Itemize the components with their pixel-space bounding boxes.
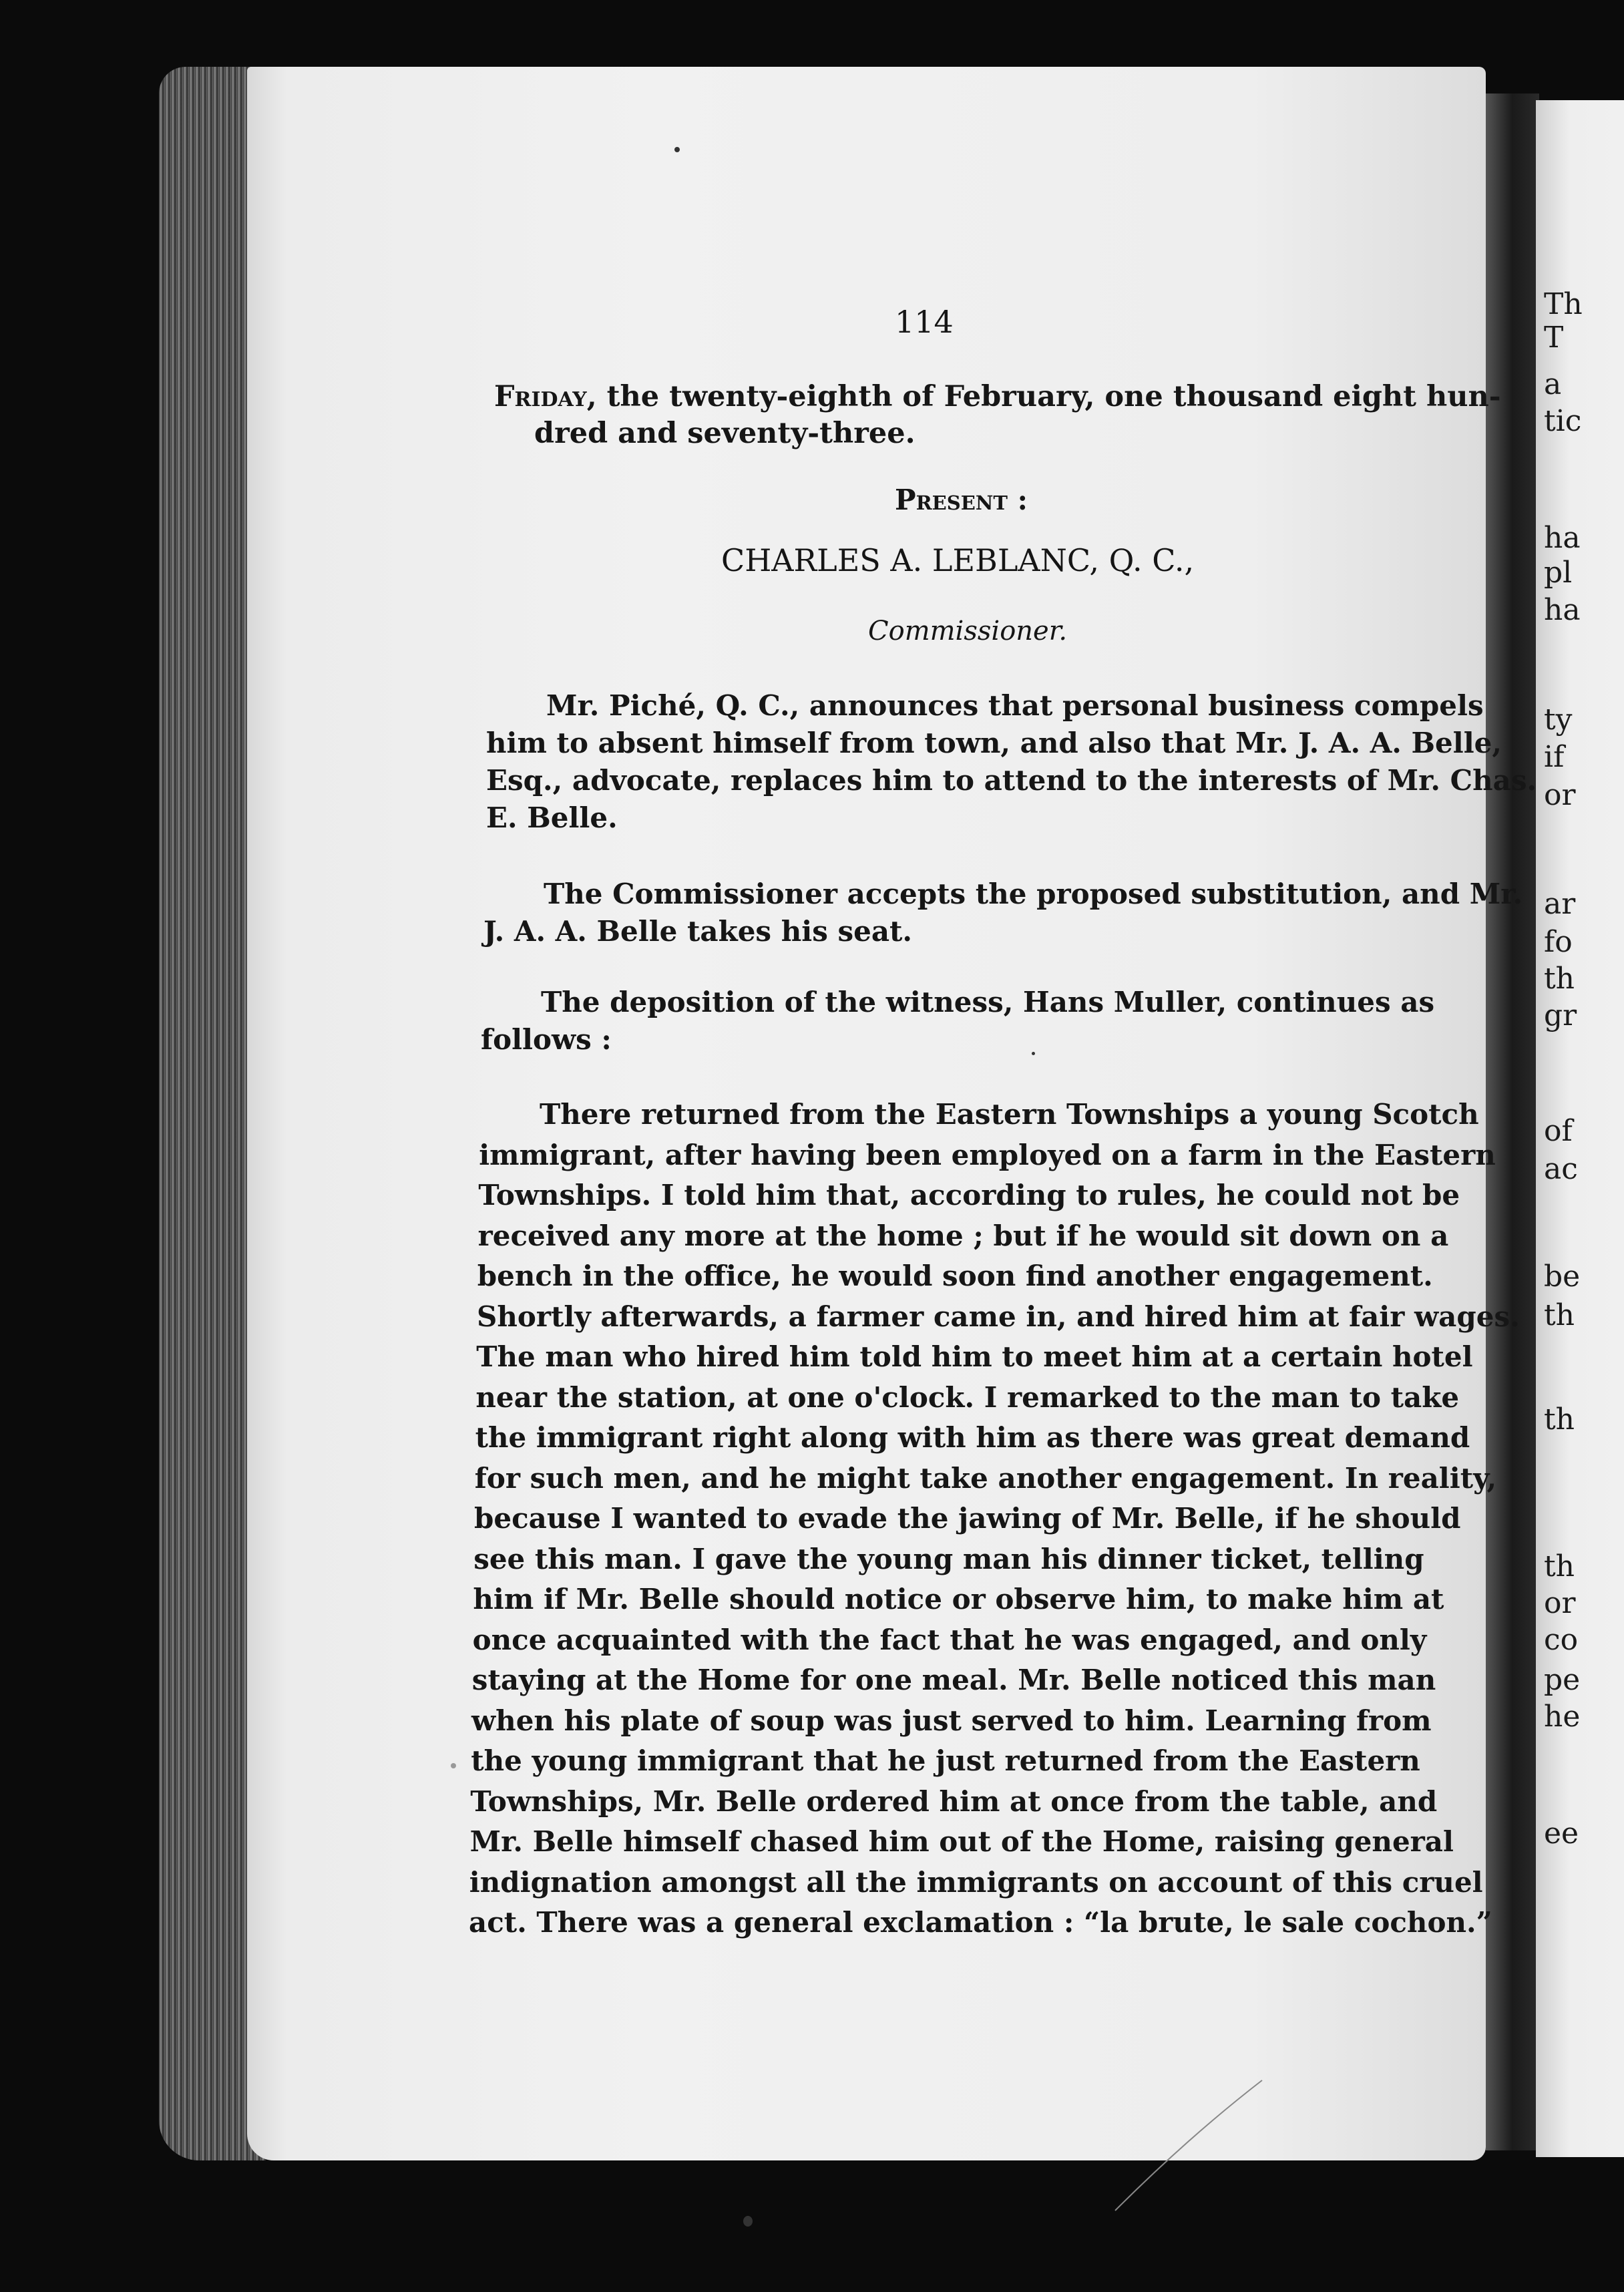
- facing-page-fragment: T: [1544, 321, 1564, 355]
- commissioner-name: CHARLES A. LEBLANC, Q. C.,: [721, 542, 1195, 578]
- opening-day: Friday: [494, 380, 587, 413]
- p2-line: The Commissioner accepts the proposed substitution, and Mr.: [544, 878, 1523, 910]
- facing-page-fragment: or: [1544, 778, 1576, 812]
- facing-page-fragment: gr: [1544, 998, 1577, 1032]
- facing-page-fragment: ee: [1544, 1817, 1579, 1851]
- p4-line: Townships, Mr. Belle ordered him at once from the table, and: [470, 1784, 1438, 1818]
- facing-page-fragment: th: [1544, 962, 1575, 996]
- scratch-mark: [1108, 2077, 1269, 2217]
- facing-page-fragment: pe: [1544, 1663, 1581, 1697]
- p1-line: Mr. Piché, Q. C., announces that personal business compels: [546, 689, 1484, 722]
- opening-line-1: [494, 380, 1501, 413]
- p4-line: Mr. Belle himself chased him out of the Home, raising general: [469, 1825, 1454, 1858]
- page-number: 114: [895, 304, 954, 340]
- p1-line: E. Belle.: [486, 801, 618, 834]
- p4-line: act. There was a general exclamation : “la brute, le sale cochon.”: [469, 1906, 1492, 1939]
- p4-line: indignation amongst all the immigrants on account of this cruel: [469, 1865, 1483, 1899]
- dust-speck: [743, 2216, 753, 2227]
- p4-line: near the station, at one o'clock. I remarked to the man to take: [475, 1380, 1460, 1414]
- p4-line: the immigrant right along with him as there was great demand: [475, 1421, 1470, 1454]
- facing-page-fragment: he: [1544, 1700, 1581, 1734]
- commissioner-title: Commissioner.: [868, 616, 1068, 646]
- p4-line: staying at the Home for one meal. Mr. Belle noticed this man: [471, 1664, 1436, 1696]
- p4-line: once acquainted with the fact that he was engaged, and only: [472, 1623, 1427, 1656]
- facing-page-fragment: th: [1544, 1402, 1575, 1437]
- p4-line: for such men, and he might take another engagement. In reality,: [474, 1461, 1497, 1495]
- facing-page-fragment: ha: [1544, 593, 1581, 627]
- facing-page-fragment: co: [1544, 1623, 1579, 1657]
- facing-page-fragment: ty: [1544, 703, 1573, 737]
- facing-page-fragment: tic: [1544, 404, 1582, 438]
- p3-line: follows :: [481, 1023, 612, 1056]
- facing-page: [1536, 100, 1624, 2157]
- present-heading: Present :: [895, 484, 1028, 516]
- dust-speck: [451, 1763, 456, 1768]
- p4-line: Townships. I told him that, according to rules, he could not be: [478, 1179, 1460, 1211]
- p4-line: because I wanted to evade the jawing of Mr. Belle, if he should: [474, 1502, 1461, 1535]
- facing-page-fragment: Th: [1544, 287, 1583, 321]
- p4-line: Shortly afterwards, a farmer came in, and hired him at fair wages.: [477, 1300, 1520, 1333]
- opening-line-1-text: , the twenty-eighth of February, one thousand eight hun-: [586, 380, 1501, 413]
- p4-line: when his plate of soup was just served to him. Learning from: [471, 1704, 1432, 1737]
- facing-page-fragment: ac: [1544, 1152, 1578, 1186]
- facing-page-fragment: th: [1544, 1549, 1575, 1583]
- facing-page-fragment: if: [1544, 740, 1565, 774]
- dust-speck: [1032, 1052, 1035, 1055]
- p4-line: received any more at the home ; but if he would sit down on a: [477, 1219, 1449, 1252]
- p1-line: him to absent himself from town, and also that Mr. J. A. A. Belle,: [486, 727, 1502, 759]
- facing-page-fragment: a: [1544, 367, 1562, 401]
- facing-page-fragment: ar: [1544, 887, 1576, 921]
- p4-line: him if Mr. Belle should notice or observe him, to make him at: [473, 1583, 1444, 1615]
- facing-page-fragment: or: [1544, 1586, 1576, 1620]
- p4-line: the young immigrant that he just returned from the Eastern: [471, 1744, 1420, 1777]
- dust-speck: [674, 147, 680, 152]
- facing-page-fragment: pl: [1544, 556, 1573, 590]
- facing-page-fragment: th: [1544, 1298, 1575, 1332]
- facing-page-fragment: of: [1544, 1114, 1573, 1148]
- p4-line: immigrant, after having been employed on a farm in the Eastern: [479, 1138, 1496, 1171]
- p3-line: The deposition of the witness, Hans Muller, continues as: [541, 986, 1435, 1018]
- opening-line-2: dred and seventy-three.: [534, 417, 916, 450]
- p4-line: There returned from the Eastern Townships a young Scotch: [540, 1098, 1479, 1131]
- facing-page-fragment: fo: [1544, 925, 1573, 959]
- p2-line: J. A. A. Belle takes his seat.: [483, 915, 913, 948]
- p4-line: see this man. I gave the young man his dinner ticket, telling: [473, 1542, 1424, 1575]
- facing-page-fragment: ha: [1544, 521, 1581, 555]
- p4-line: bench in the office, he would soon find another engagement.: [477, 1260, 1433, 1292]
- facing-page-fragment: be: [1544, 1260, 1581, 1294]
- p4-line: The man who hired him told him to meet him at a certain hotel: [476, 1340, 1473, 1373]
- p1-line: Esq., advocate, replaces him to attend to the interests of Mr. Chas.: [486, 764, 1537, 797]
